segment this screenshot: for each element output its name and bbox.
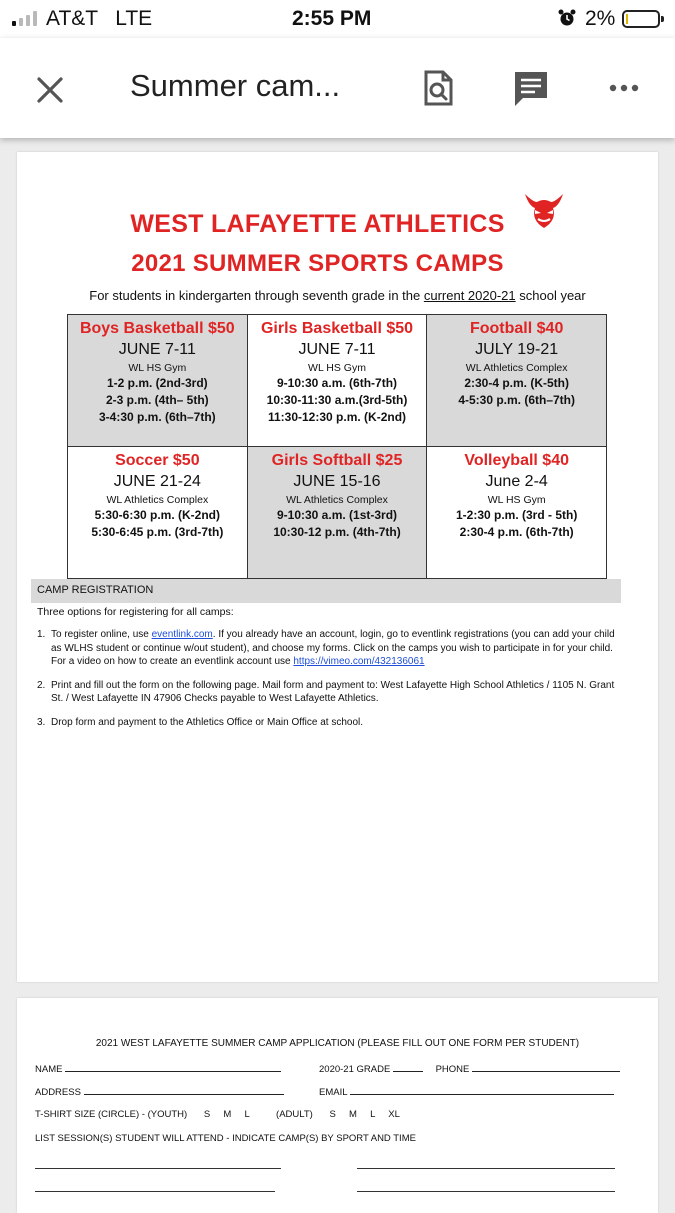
camp-date: JUNE 15-16 <box>293 473 381 490</box>
registration-option-3: 3. Drop form and payment to the Athletics Office or Main Office at school. <box>37 716 364 728</box>
session-line[interactable] <box>357 1191 615 1192</box>
option-text-part: . If you already have an account, login, go to eventlink registrations (you can add your child as WLHS student or continue w/out student), and choose my forms. Click on the camps you wish to participate in for your child. For a video on how to create an eventlink account use <box>51 629 615 667</box>
clock: 2:55 PM <box>292 7 372 30</box>
registration-list <box>37 628 627 739</box>
eligibility-text: For students in kindergarten through seventh grade in the <box>89 288 424 303</box>
registration-intro: Three options for registering for all camps: <box>37 606 234 618</box>
eligibility-year: current 2020-21 <box>423 288 516 303</box>
session-line[interactable] <box>357 1168 615 1169</box>
camp-location: WL HS Gym <box>487 494 546 506</box>
form-row-grade <box>319 1063 620 1075</box>
camp-cell-girls-softball <box>247 447 427 579</box>
camps-table <box>67 314 607 579</box>
alarm-icon <box>558 9 576 27</box>
flyer-subtitle: 2021 SUMMER SPORTS CAMPS <box>131 250 504 277</box>
camp-time: 9-10:30 a.m. (1st-3rd) <box>276 508 398 522</box>
battery-percent: 2% <box>585 7 616 30</box>
flyer-title: WEST LAFAYETTE ATHLETICS <box>130 210 505 238</box>
camp-date: JULY 19-21 <box>475 341 559 358</box>
camp-location: WL Athletics Complex <box>106 494 209 506</box>
search-document-icon[interactable] <box>416 66 460 110</box>
option-text: Print and fill out the form on the following page. Mail form and payment to: West Lafayette High School Athletics / 1105 N. Grant St. / West Lafayette IN 47906 Checks payable to West Lafayette Athletics. <box>51 679 615 704</box>
grade-field[interactable] <box>393 1063 423 1072</box>
phone-label: PHONE <box>435 1064 470 1075</box>
camp-cell-football <box>427 315 607 447</box>
camp-time: 1-2:30 p.m. (3rd - 5th) <box>455 508 578 522</box>
adult-label: (ADULT) <box>276 1109 313 1120</box>
registration-heading: CAMP REGISTRATION <box>31 579 621 603</box>
eventlink-link[interactable]: eventlink.com <box>151 629 213 640</box>
camp-name: Soccer $50 <box>115 452 200 469</box>
status-bar <box>0 0 675 38</box>
registration-option-2: 2. Print and fill out the form on the following page. Mail form and payment to: West Lafayette High School Athletics / 1105 N. Grant St. / West Lafayette IN 47906 Checks payable to West Lafayette Athletics. <box>37 679 627 706</box>
email-field[interactable] <box>350 1086 614 1095</box>
more-icon[interactable] <box>602 66 646 110</box>
app-bar <box>0 38 675 138</box>
camp-time: 9-10:30 a.m. (6th-7th) <box>276 376 398 390</box>
phone-field[interactable] <box>472 1063 620 1072</box>
flyer-eligibility <box>17 288 658 303</box>
camp-cell-boys-basketball <box>68 315 248 447</box>
camp-time: 3-4:30 p.m. (6th–7th) <box>98 410 216 424</box>
session-line[interactable] <box>35 1168 281 1169</box>
eligibility-suffix: school year <box>515 288 586 303</box>
tshirt-label: T-SHIRT SIZE (CIRCLE) - (YOUTH) <box>35 1109 188 1120</box>
camp-date: JUNE 7-11 <box>118 341 196 358</box>
youth-sizes[interactable]: S M L <box>203 1109 250 1120</box>
pdf-page-2 <box>17 998 658 1213</box>
camp-date: JUNE 21-24 <box>113 473 201 490</box>
pdf-page-1 <box>17 152 658 982</box>
camp-time: 5:30-6:45 p.m. (3rd-7th) <box>91 525 224 539</box>
camp-time: 5:30-6:30 p.m. (K-2nd) <box>94 508 221 522</box>
option-text <box>51 628 627 669</box>
carrier-label: AT&T LTE <box>46 7 153 30</box>
devil-logo-icon <box>521 190 567 232</box>
comments-icon[interactable] <box>509 66 553 110</box>
vimeo-link[interactable]: https://vimeo.com/432136061 <box>293 656 425 667</box>
form-row-address <box>35 1086 284 1098</box>
adult-sizes[interactable]: S M L XL <box>329 1109 400 1120</box>
grade-label: 2020-21 GRADE <box>319 1064 391 1075</box>
session-line[interactable] <box>35 1191 275 1192</box>
form-title: 2021 WEST LAFAYETTE SUMMER CAMP APPLICATION (PLEASE FILL OUT ONE FORM PER STUDENT) <box>95 1038 580 1049</box>
camp-name: Girls Softball $25 <box>271 452 403 469</box>
registration-option-1: 1. To register online, use eventlink.com. If you already have an account, login, go to eventlink registrations (you can add your child as WLHS student or continue w/out student), and choose my forms. Click on the camps you wish to participate in for your child. For a video on how to create an eventlink account use https://vimeo.com/432136061 <box>37 628 627 669</box>
name-label: NAME <box>35 1064 63 1075</box>
camp-time: 2:30-4 p.m. (6th-7th) <box>459 525 574 539</box>
camp-name: Girls Basketball $50 <box>260 320 414 337</box>
camp-time: 2:30-4 p.m. (K-5th) <box>464 376 570 390</box>
name-field[interactable] <box>65 1063 281 1072</box>
camp-location: WL HS Gym <box>308 362 366 374</box>
battery-icon <box>622 10 660 28</box>
email-label: EMAIL <box>319 1087 348 1098</box>
close-icon[interactable] <box>30 70 70 110</box>
camp-name: Football $40 <box>469 320 564 337</box>
address-label: ADDRESS <box>35 1087 81 1098</box>
form-row-sessions: LIST SESSION(S) STUDENT WILL ATTEND - INDICATE CAMP(S) BY SPORT AND TIME <box>35 1133 416 1144</box>
camp-cell-soccer <box>68 447 248 579</box>
camp-time: 11:30-12:30 p.m. (K-2nd) <box>267 410 407 424</box>
camp-cell-volleyball <box>427 447 607 579</box>
form-row-tshirt <box>35 1109 400 1120</box>
camp-location: WL Athletics Complex <box>286 494 388 506</box>
camp-date: JUNE 7-11 <box>298 341 376 358</box>
camp-time: 2-3 p.m. (4th– 5th) <box>105 393 209 407</box>
document-title: Summer cam... <box>130 68 341 103</box>
form-row-email <box>319 1086 614 1098</box>
camp-cell-girls-basketball <box>247 315 427 447</box>
camp-name: Boys Basketball $50 <box>79 320 235 337</box>
camp-time: 4-5:30 p.m. (6th–7th) <box>458 393 576 407</box>
signal-icon <box>12 10 37 26</box>
form-row-name <box>35 1063 281 1075</box>
camp-name: Volleyball $40 <box>464 452 569 469</box>
camp-location: WL Athletics Complex <box>465 362 568 374</box>
option-text: Drop form and payment to the Athletics Office or Main Office at school. <box>51 716 364 728</box>
option-text-part: To register online, use <box>51 629 152 640</box>
camp-location: WL HS Gym <box>128 362 187 374</box>
address-field[interactable] <box>84 1086 284 1095</box>
camp-time: 10:30-11:30 a.m.(3rd-5th) <box>266 393 408 407</box>
camp-time: 10:30-12 p.m. (4th-7th) <box>273 525 401 539</box>
camp-time: 1-2 p.m. (2nd-3rd) <box>106 376 208 390</box>
camp-date: June 2-4 <box>485 473 548 490</box>
